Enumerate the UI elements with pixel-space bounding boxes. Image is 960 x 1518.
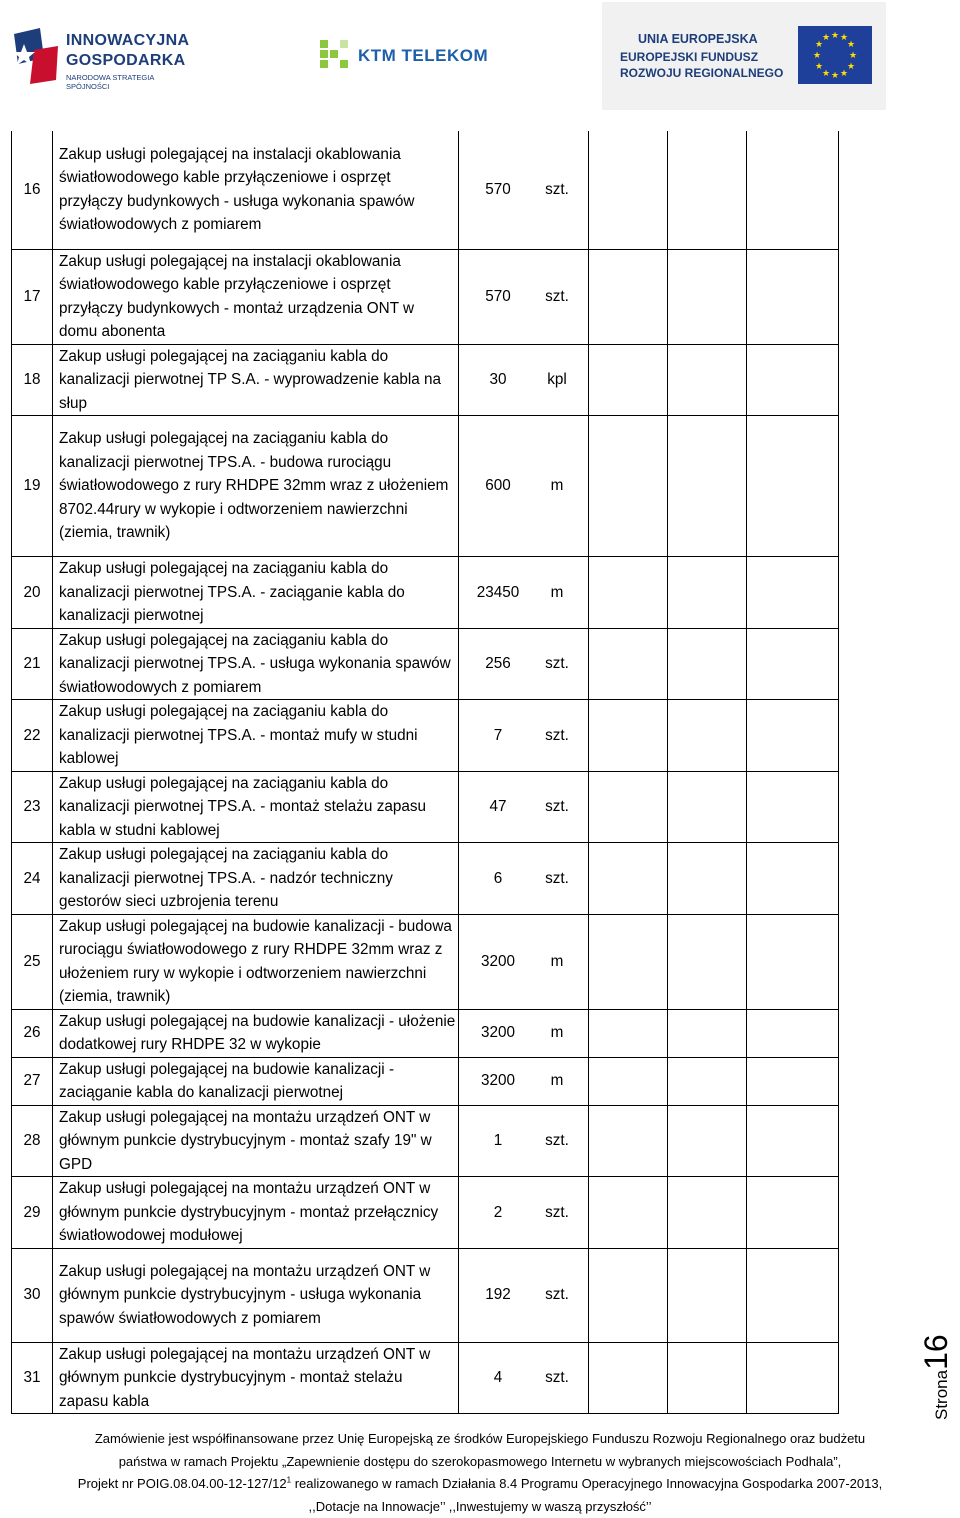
table-row	[12, 344, 839, 416]
table-row	[12, 1248, 839, 1342]
empty-cell	[668, 1177, 747, 1249]
empty-cell	[668, 1342, 747, 1414]
row-number: 26	[12, 1009, 53, 1057]
ue-line1: UNIA EUROPEJSKA	[638, 32, 758, 46]
row-unit-cell	[537, 700, 589, 772]
row-unit: szt.	[537, 1366, 577, 1390]
ig-line2: GOSPODARKA	[66, 52, 185, 70]
empty-cell	[668, 700, 747, 772]
empty-cell	[668, 1248, 747, 1342]
ue-line2: EUROPEJSKI FUNDUSZ	[620, 50, 758, 64]
ue-line3: ROZWOJU REGIONALNEGO	[620, 66, 783, 80]
row-quantity: 2	[459, 1177, 538, 1249]
ktm-name: KTM TELEKOM	[358, 46, 488, 66]
empty-cell	[589, 843, 668, 915]
row-description: Zakup usługi polegającej na zaciąganiu kabla do kanalizacji pierwotnej TPS.A. - zaciąganie kabla do kanalizacji pierwotnej	[53, 557, 459, 629]
row-unit-cell	[537, 628, 589, 700]
row-quantity: 570	[459, 131, 538, 249]
empty-cell	[668, 1057, 747, 1105]
row-unit: m	[537, 581, 577, 605]
svg-text:★: ★	[813, 51, 821, 61]
row-quantity: 4	[459, 1342, 538, 1414]
empty-cell	[668, 1105, 747, 1177]
row-unit: szt.	[537, 652, 577, 676]
svg-text:★: ★	[847, 40, 855, 50]
footer	[0, 1428, 960, 1518]
empty-cell	[668, 344, 747, 416]
row-unit-cell	[537, 416, 589, 557]
empty-cell	[747, 131, 839, 249]
table-row	[12, 914, 839, 1009]
row-number: 30	[12, 1248, 53, 1342]
empty-cell	[589, 1105, 668, 1177]
empty-cell	[668, 1009, 747, 1057]
row-number: 28	[12, 1105, 53, 1177]
row-number: 31	[12, 1342, 53, 1414]
empty-cell	[747, 1342, 839, 1414]
row-unit: szt.	[537, 285, 577, 309]
empty-cell	[589, 1009, 668, 1057]
row-unit-cell	[537, 557, 589, 629]
empty-cell	[747, 1248, 839, 1342]
footer-line3-a: Projekt nr POIG.08.04.00-12-127/12	[78, 1476, 287, 1491]
svg-text:★: ★	[831, 71, 839, 81]
table-row	[12, 771, 839, 843]
row-unit-cell	[537, 771, 589, 843]
empty-cell	[589, 1342, 668, 1414]
row-description: Zakup usługi polegającej na montażu urządzeń ONT w głównym punkcie dystrybucyjnym - usługa wykonania spawów światłowodowych z pomiarem	[53, 1248, 459, 1342]
footer-line1: Zamówienie jest współfinansowane przez Unię Europejską ze środków Europejskiego Funduszu Rozwoju Regionalnego oraz budżetu	[0, 1428, 960, 1451]
empty-cell	[668, 914, 747, 1009]
empty-cell	[747, 557, 839, 629]
empty-cell	[589, 416, 668, 557]
empty-cell	[589, 344, 668, 416]
footer-line3	[0, 1473, 960, 1496]
table-row	[12, 1009, 839, 1057]
row-description: Zakup usługi polegającej na budowie kanalizacji - ułożenie dodatkowej rury RHDPE 32 w wykopie	[53, 1009, 459, 1057]
empty-cell	[668, 131, 747, 249]
row-unit: m	[537, 950, 577, 974]
empty-cell	[668, 249, 747, 344]
empty-cell	[747, 914, 839, 1009]
row-unit-cell	[537, 1009, 589, 1057]
empty-cell	[589, 1057, 668, 1105]
row-description: Zakup usługi polegającej na zaciąganiu kabla do kanalizacji pierwotnej TPS.A. - montaż mufy w studni kablowej	[53, 700, 459, 772]
ig-line1: INNOWACYJNA	[66, 32, 189, 50]
row-quantity: 6	[459, 843, 538, 915]
table-row	[12, 700, 839, 772]
row-unit-cell	[537, 344, 589, 416]
row-description: Zakup usługi polegającej na zaciąganiu kabla do kanalizacji pierwotnej TPS.A. - budowa rurociągu światłowodowego z rury RHDPE 32mm wraz z ułożeniem 8702.44rury w wykopie i odtworzeniem nawierzchni (ziemia, trawnik)	[53, 416, 459, 557]
row-unit: m	[537, 474, 577, 498]
empty-cell	[668, 843, 747, 915]
empty-cell	[668, 416, 747, 557]
row-unit: m	[537, 1021, 577, 1045]
empty-cell	[668, 771, 747, 843]
row-number: 17	[12, 249, 53, 344]
row-description: Zakup usługi polegającej na budowie kanalizacji - zaciąganie kabla do kanalizacji pierwotnej	[53, 1057, 459, 1105]
row-quantity: 1	[459, 1105, 538, 1177]
row-unit: szt.	[537, 795, 577, 819]
row-quantity: 23450	[459, 557, 538, 629]
header-logos	[0, 0, 960, 115]
row-quantity: 3200	[459, 1009, 538, 1057]
row-description: Zakup usługi polegającej na zaciąganiu kabla do kanalizacji pierwotnej TPS.A. - nadzór techniczny gestorów sieci uzbrojenia terenu	[53, 843, 459, 915]
row-unit: szt.	[537, 1201, 577, 1225]
row-unit-cell	[537, 843, 589, 915]
row-description: Zakup usługi polegającej na montażu urządzeń ONT w głównym punkcie dystrybucyjnym - montaż stelażu zapasu kabla	[53, 1342, 459, 1414]
empty-cell	[589, 771, 668, 843]
table-row	[12, 843, 839, 915]
table-row	[12, 628, 839, 700]
ig-line3: NARODOWA STRATEGIA SPÓJNOŚCI	[66, 73, 198, 91]
row-description: Zakup usługi polegającej na montażu urządzeń ONT w głównym punkcie dystrybucyjnym - montaż przełącznicy światłowodowej modułowej	[53, 1177, 459, 1249]
row-unit: szt.	[537, 1129, 577, 1153]
row-number: 19	[12, 416, 53, 557]
row-quantity: 570	[459, 249, 538, 344]
svg-text:★: ★	[831, 31, 839, 41]
items-table-body	[12, 131, 839, 1414]
empty-cell	[747, 843, 839, 915]
row-unit: szt.	[537, 178, 577, 202]
empty-cell	[747, 700, 839, 772]
row-description: Zakup usługi polegającej na zaciąganiu kabla do kanalizacji pierwotnej TPS.A. - montaż stelażu zapasu kabla w studni kablowej	[53, 771, 459, 843]
row-number: 27	[12, 1057, 53, 1105]
svg-text:★: ★	[840, 33, 848, 43]
row-quantity: 30	[459, 344, 538, 416]
row-unit-cell	[537, 1057, 589, 1105]
row-number: 20	[12, 557, 53, 629]
page-number	[918, 1334, 955, 1420]
empty-cell	[747, 771, 839, 843]
row-number: 21	[12, 628, 53, 700]
empty-cell	[589, 131, 668, 249]
row-number: 22	[12, 700, 53, 772]
empty-cell	[747, 249, 839, 344]
table-row	[12, 1057, 839, 1105]
row-quantity: 3200	[459, 914, 538, 1009]
svg-text:★: ★	[840, 69, 848, 79]
table-row	[12, 1342, 839, 1414]
empty-cell	[747, 344, 839, 416]
empty-cell	[747, 628, 839, 700]
empty-cell	[747, 416, 839, 557]
svg-text:★: ★	[815, 62, 823, 72]
table-row	[12, 1177, 839, 1249]
row-number: 25	[12, 914, 53, 1009]
eu-flag-icon	[798, 26, 872, 84]
row-unit: szt.	[537, 867, 577, 891]
footer-line3-sup: 1	[287, 1476, 291, 1485]
empty-cell	[668, 557, 747, 629]
footer-line3-b: realizowanego w ramach Działania 8.4 Programu Operacyjnego Innowacyjna Gospodarka 2007-2013,	[291, 1476, 882, 1491]
row-unit-cell	[537, 1105, 589, 1177]
row-unit: szt.	[537, 1283, 577, 1307]
row-number: 18	[12, 344, 53, 416]
row-quantity: 7	[459, 700, 538, 772]
row-unit-cell	[537, 914, 589, 1009]
unia-europejska-logo	[602, 2, 886, 110]
empty-cell	[747, 1105, 839, 1177]
page-label: Strona	[932, 1370, 951, 1420]
empty-cell	[589, 249, 668, 344]
empty-cell	[747, 1057, 839, 1105]
footer-line2: państwa w ramach Projektu „Zapewnienie dostępu do szerokopasmowego Internetu w wybranych miejscowościach Podhala”,	[0, 1451, 960, 1474]
row-quantity: 3200	[459, 1057, 538, 1105]
row-number: 23	[12, 771, 53, 843]
empty-cell	[589, 1177, 668, 1249]
empty-cell	[668, 628, 747, 700]
row-quantity: 192	[459, 1248, 538, 1342]
row-unit-cell	[537, 1177, 589, 1249]
svg-text:★: ★	[847, 62, 855, 72]
innowacyjna-gospodarka-logo	[8, 22, 198, 92]
table-row	[12, 416, 839, 557]
ktm-squares-icon	[318, 38, 354, 74]
empty-cell	[747, 1177, 839, 1249]
footer-line4: ,,Dotacje na Innowacje’’ ,,Inwestujemy w waszą przyszłość’’	[0, 1496, 960, 1518]
row-description: Zakup usługi polegającej na montażu urządzeń ONT w głównym punkcie dystrybucyjnym - montaż szafy 19" w GPD	[53, 1105, 459, 1177]
empty-cell	[747, 1009, 839, 1057]
svg-text:★: ★	[815, 40, 823, 50]
page-number-value: 16	[918, 1334, 954, 1370]
row-unit-cell	[537, 131, 589, 249]
row-description: Zakup usługi polegającej na budowie kanalizacji - budowa rurociągu światłowodowego z rury RHDPE 32mm wraz z ułożeniem rury w wykopie i odtworzeniem nawierzchni (ziemia, trawnik)	[53, 914, 459, 1009]
svg-text:★: ★	[822, 69, 830, 79]
row-number: 24	[12, 843, 53, 915]
empty-cell	[589, 700, 668, 772]
table-row	[12, 557, 839, 629]
row-description: Zakup usługi polegającej na instalacji okablowania światłowodowego kable przyłączeniowe i osprzęt przyłączy budynkowych - usługa wykonania spawów światłowodowych z pomiarem	[53, 131, 459, 249]
table-row	[12, 249, 839, 344]
row-unit-cell	[537, 1248, 589, 1342]
empty-cell	[589, 1248, 668, 1342]
row-unit: szt.	[537, 724, 577, 748]
row-number: 16	[12, 131, 53, 249]
row-description: Zakup usługi polegającej na zaciąganiu kabla do kanalizacji pierwotnej TP S.A. - wyprowadzenie kabla na słup	[53, 344, 459, 416]
empty-cell	[589, 914, 668, 1009]
table-row	[12, 131, 839, 249]
row-unit-cell	[537, 1342, 589, 1414]
empty-cell	[589, 628, 668, 700]
row-description: Zakup usługi polegającej na instalacji okablowania światłowodowego kable przyłączeniowe i osprzęt przyłączy budynkowych - montaż urządzenia ONT w domu abonenta	[53, 249, 459, 344]
ktm-telekom-logo	[318, 38, 508, 74]
empty-cell	[589, 557, 668, 629]
items-table	[11, 131, 839, 1414]
svg-text:★: ★	[849, 51, 857, 61]
row-unit: m	[537, 1069, 577, 1093]
row-number: 29	[12, 1177, 53, 1249]
row-unit-cell	[537, 249, 589, 344]
row-description: Zakup usługi polegającej na zaciąganiu kabla do kanalizacji pierwotnej TPS.A. - usługa wykonania spawów światłowodowych z pomiarem	[53, 628, 459, 700]
row-quantity: 600	[459, 416, 538, 557]
svg-text:★: ★	[822, 33, 830, 43]
table-row	[12, 1105, 839, 1177]
row-quantity: 256	[459, 628, 538, 700]
row-quantity: 47	[459, 771, 538, 843]
ig-star-icon	[10, 24, 62, 86]
row-unit: kpl	[537, 368, 577, 392]
